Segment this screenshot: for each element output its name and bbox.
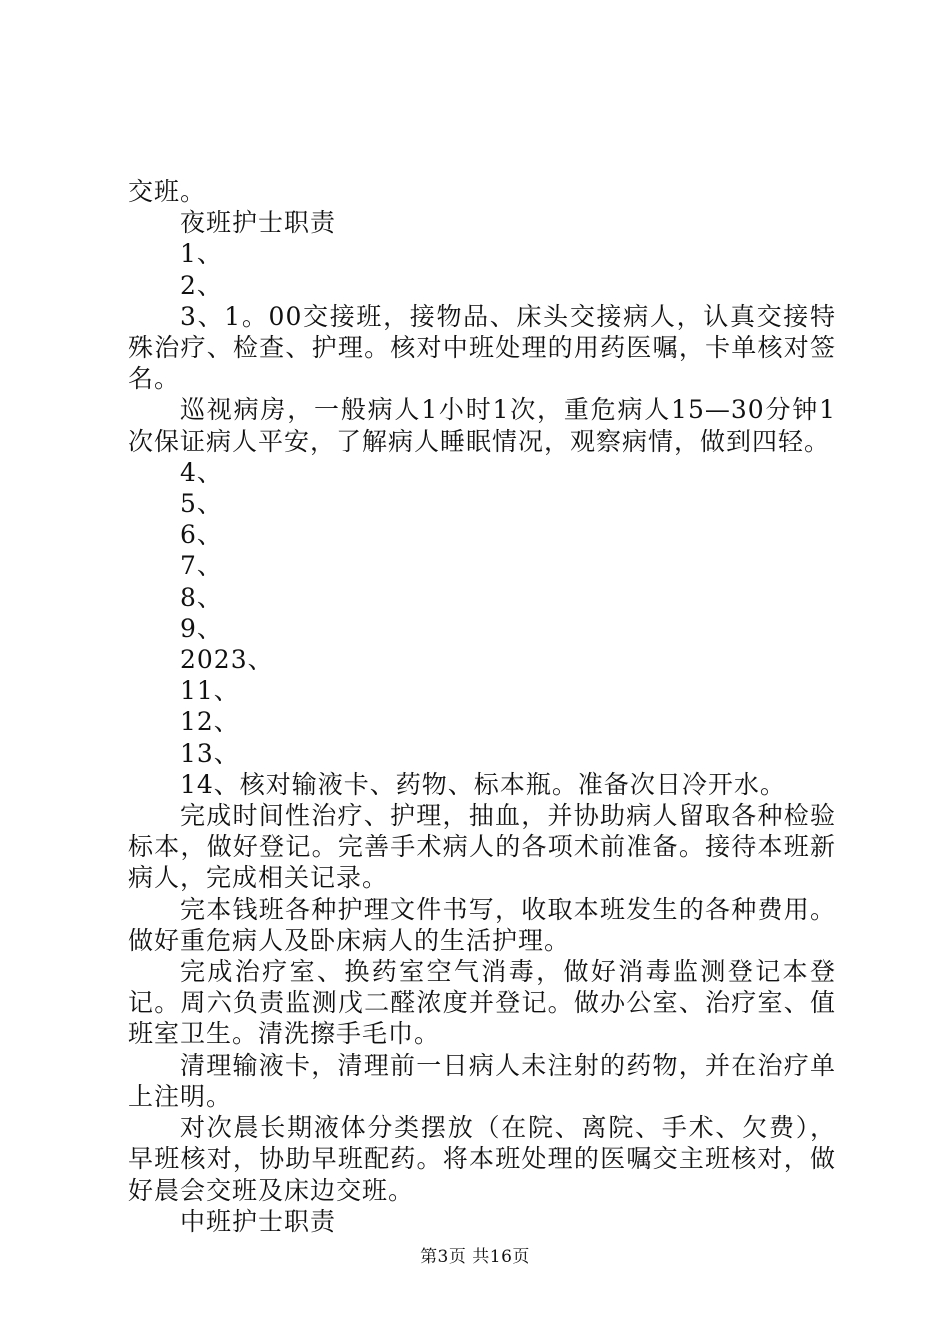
paragraph: 9、 <box>180 613 223 643</box>
paragraph: 6、 <box>180 520 223 550</box>
paragraph: 13、 <box>180 738 240 768</box>
paragraph: 交班。 <box>128 177 207 206</box>
paragraph: 2、 <box>180 270 223 300</box>
paragraph: 4、 <box>180 457 223 487</box>
paragraph: 11、 <box>180 676 240 706</box>
page-footer: 第3页 共16页 <box>420 1247 530 1267</box>
paragraph: 中班护士职责 <box>180 1206 337 1236</box>
paragraph: 14、核对输液卡、药物、标本瓶。准备次日冷开水。 <box>180 769 786 799</box>
paragraph: 完本钱班各种护理文件书写，收取本班发生的各种费用。做好重危病人及卧床病人的生活护理。 <box>128 894 836 955</box>
paragraph: 5、 <box>180 489 223 519</box>
paragraph: 完成治疗室、换药室空气消毒，做好消毒监测登记本登记。周六负责监测戊二醛浓度并登记。做办公室、治疗室、值班室卫生。清洗擦手毛巾。 <box>128 957 836 1049</box>
paragraph: 1、 <box>180 239 223 269</box>
paragraph: 8、 <box>180 582 223 612</box>
paragraph: 巡视病房，一般病人1小时1次，重危病人15—30分钟1次保证病人平安，了解病人睡眠情况，观察病情，做到四轻。 <box>128 395 836 456</box>
paragraph: 12、 <box>180 707 240 737</box>
paragraph: 对次晨长期液体分类摆放（在院、离院、手术、欠费），早班核对，协助早班配药。将本班处理的医嘱交主班核对，做好晨会交班及床边交班。 <box>128 1113 836 1205</box>
document-body <box>128 176 836 1237</box>
paragraph: 2023、 <box>180 645 274 675</box>
paragraph: 3、1。00交接班，接物品、床头交接病人，认真交接特殊治疗、检查、护理。核对中班处理的用药医嘱，卡单核对签名。 <box>128 301 836 394</box>
paragraph: 7、 <box>180 551 223 581</box>
paragraph: 夜班护士职责 <box>180 208 337 238</box>
paragraph: 完成时间性治疗、护理，抽血，并协助病人留取各种检验标本，做好登记。完善手术病人的各项术前准备。接待本班新病人，完成相关记录。 <box>128 801 836 893</box>
paragraph: 清理输液卡，清理前一日病人未注射的药物，并在治疗单上注明。 <box>128 1050 836 1111</box>
